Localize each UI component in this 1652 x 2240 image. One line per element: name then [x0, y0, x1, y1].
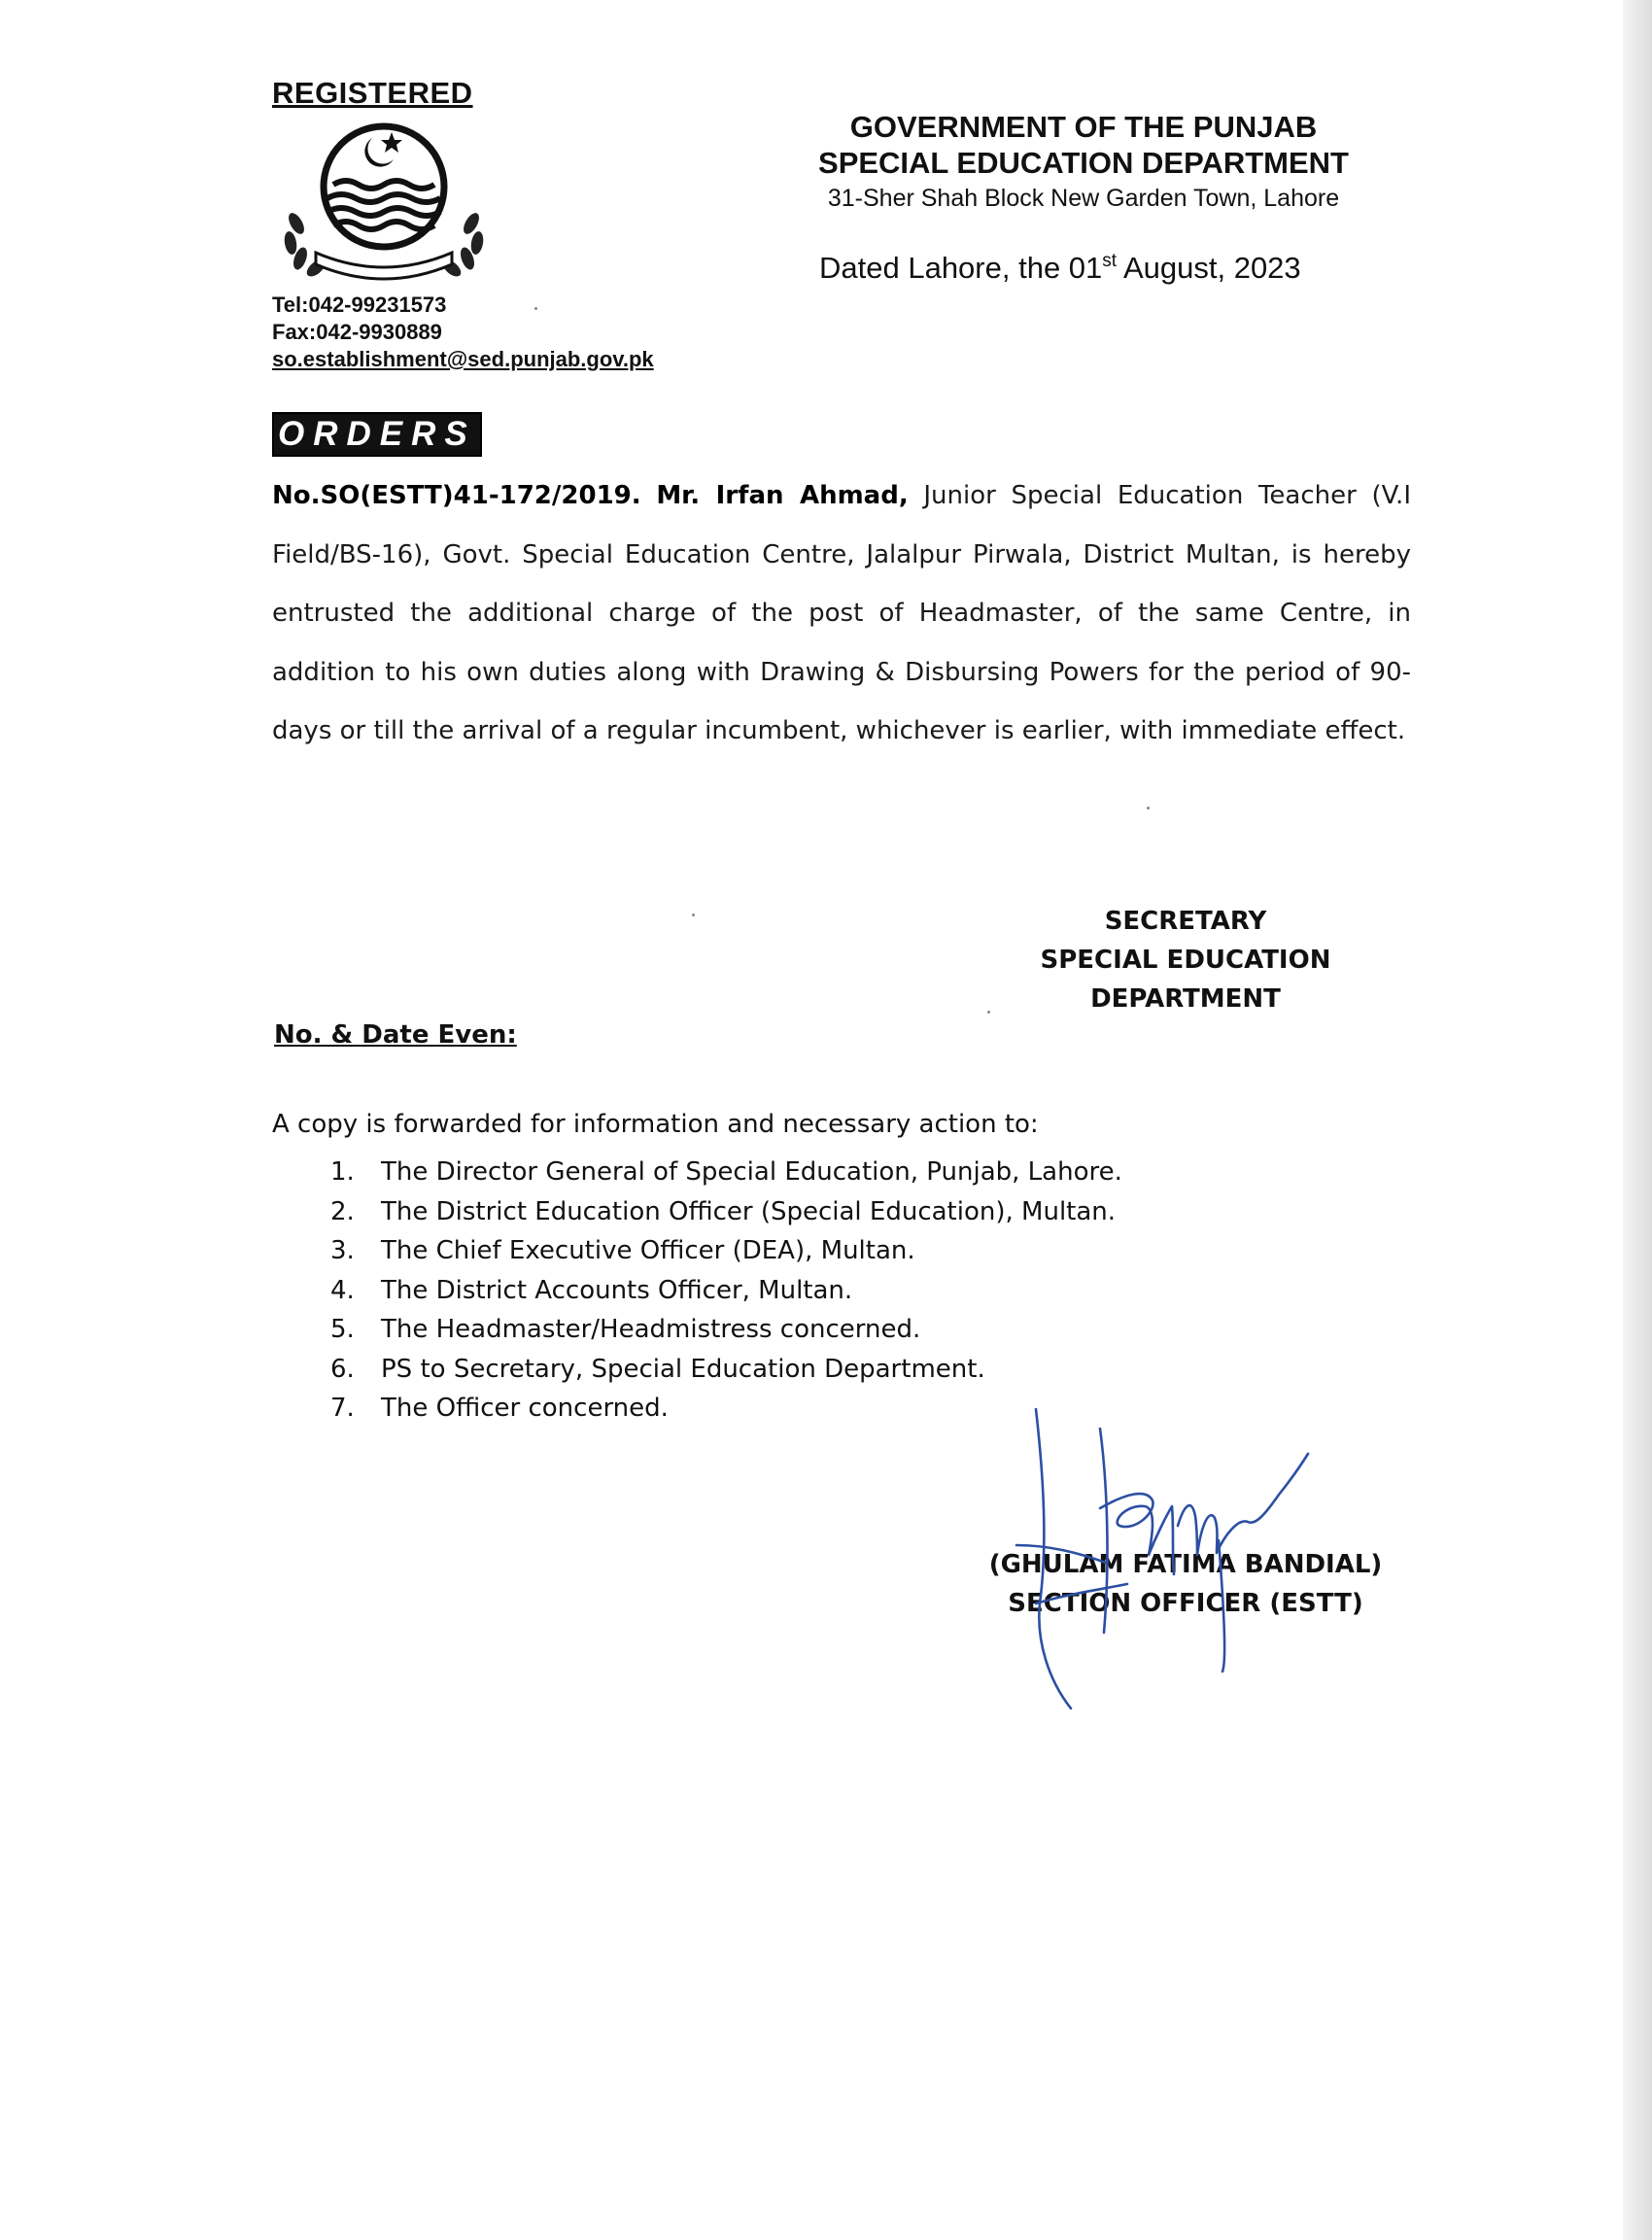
email-link[interactable]: so.establishment@sed.punjab.gov.pk [272, 347, 654, 371]
order-reference-number: No.SO(ESTT)41-172/2019. [272, 481, 641, 510]
list-item: 5. The Headmaster/Headmistress concerned. [330, 1315, 921, 1344]
order-paragraph [272, 466, 1411, 761]
orders-heading: ORDERS [272, 412, 482, 457]
registered-label: REGISTERED [272, 76, 473, 110]
date-prefix: Dated Lahore, the 01 [819, 251, 1103, 285]
telephone-number: Tel:042-99231573 [272, 293, 447, 317]
paper-speck [534, 307, 537, 310]
distribution-list [330, 1153, 1122, 1429]
secretary-line-1: SECRETARY [1104, 907, 1267, 936]
copy-forward-intro: A copy is forwarded for information and necessary action to: [272, 1110, 1039, 1139]
date-suffix: August, 2023 [1117, 251, 1301, 285]
list-item: 3. The Chief Executive Officer (DEA), Multan. [330, 1236, 915, 1265]
list-item: 7. The Officer concerned. [330, 1394, 669, 1423]
list-item: 1. The Director General of Special Education, Punjab, Lahore. [330, 1157, 1122, 1187]
handwritten-signature-icon [1011, 1399, 1322, 1730]
paper-speck [987, 1011, 990, 1014]
secretary-line-2: SPECIAL EDUCATION [1040, 946, 1331, 975]
page-edge-shadow [1623, 0, 1652, 2240]
officer-title: SECTION OFFICER (ESTT) [1008, 1589, 1363, 1618]
date-superscript: st [1102, 251, 1118, 271]
officer-name: (GHULAM FATIMA BANDIAL) [988, 1550, 1383, 1579]
department-title: SPECIAL EDUCATION DEPARTMENT [818, 146, 1349, 180]
order-body: Junior Special Education Teacher (V.I Field/BS-16), Govt. Special Education Centre, Jalalpur Pirwala, District Multan, is hereby entrusted the additional charge of the post of Headmaster, of the same Centre, in addition to his own duties along with Drawing & Disbursing Powers for the period of 90-days or till the arrival of a regular incumbent, whichever is earlier, with immediate effect. [272, 481, 1411, 745]
punjab-government-emblem-icon [277, 117, 491, 282]
government-title: GOVERNMENT OF THE PUNJAB [849, 110, 1318, 144]
list-item: 2. The District Education Officer (Special Education), Multan. [330, 1196, 1117, 1226]
paper-speck [1147, 807, 1150, 810]
list-item: 4. The District Accounts Officer, Multan. [330, 1275, 853, 1305]
secretary-line-3: DEPARTMENT [1090, 984, 1281, 1014]
secretary-designation [1011, 902, 1360, 1018]
date-line [819, 251, 1301, 286]
department-header [768, 109, 1399, 214]
department-address: 31-Sher Shah Block New Garden Town, Lahore [827, 185, 1340, 212]
no-date-even-heading: No. & Date Even: [274, 1020, 517, 1050]
list-item: 6. PS to Secretary, Special Education Department. [330, 1354, 985, 1384]
paper-speck [692, 913, 695, 916]
contact-info [272, 292, 654, 373]
fax-number: Fax:042-9930889 [272, 320, 442, 344]
employee-name: Mr. Irfan Ahmad, [656, 481, 909, 510]
